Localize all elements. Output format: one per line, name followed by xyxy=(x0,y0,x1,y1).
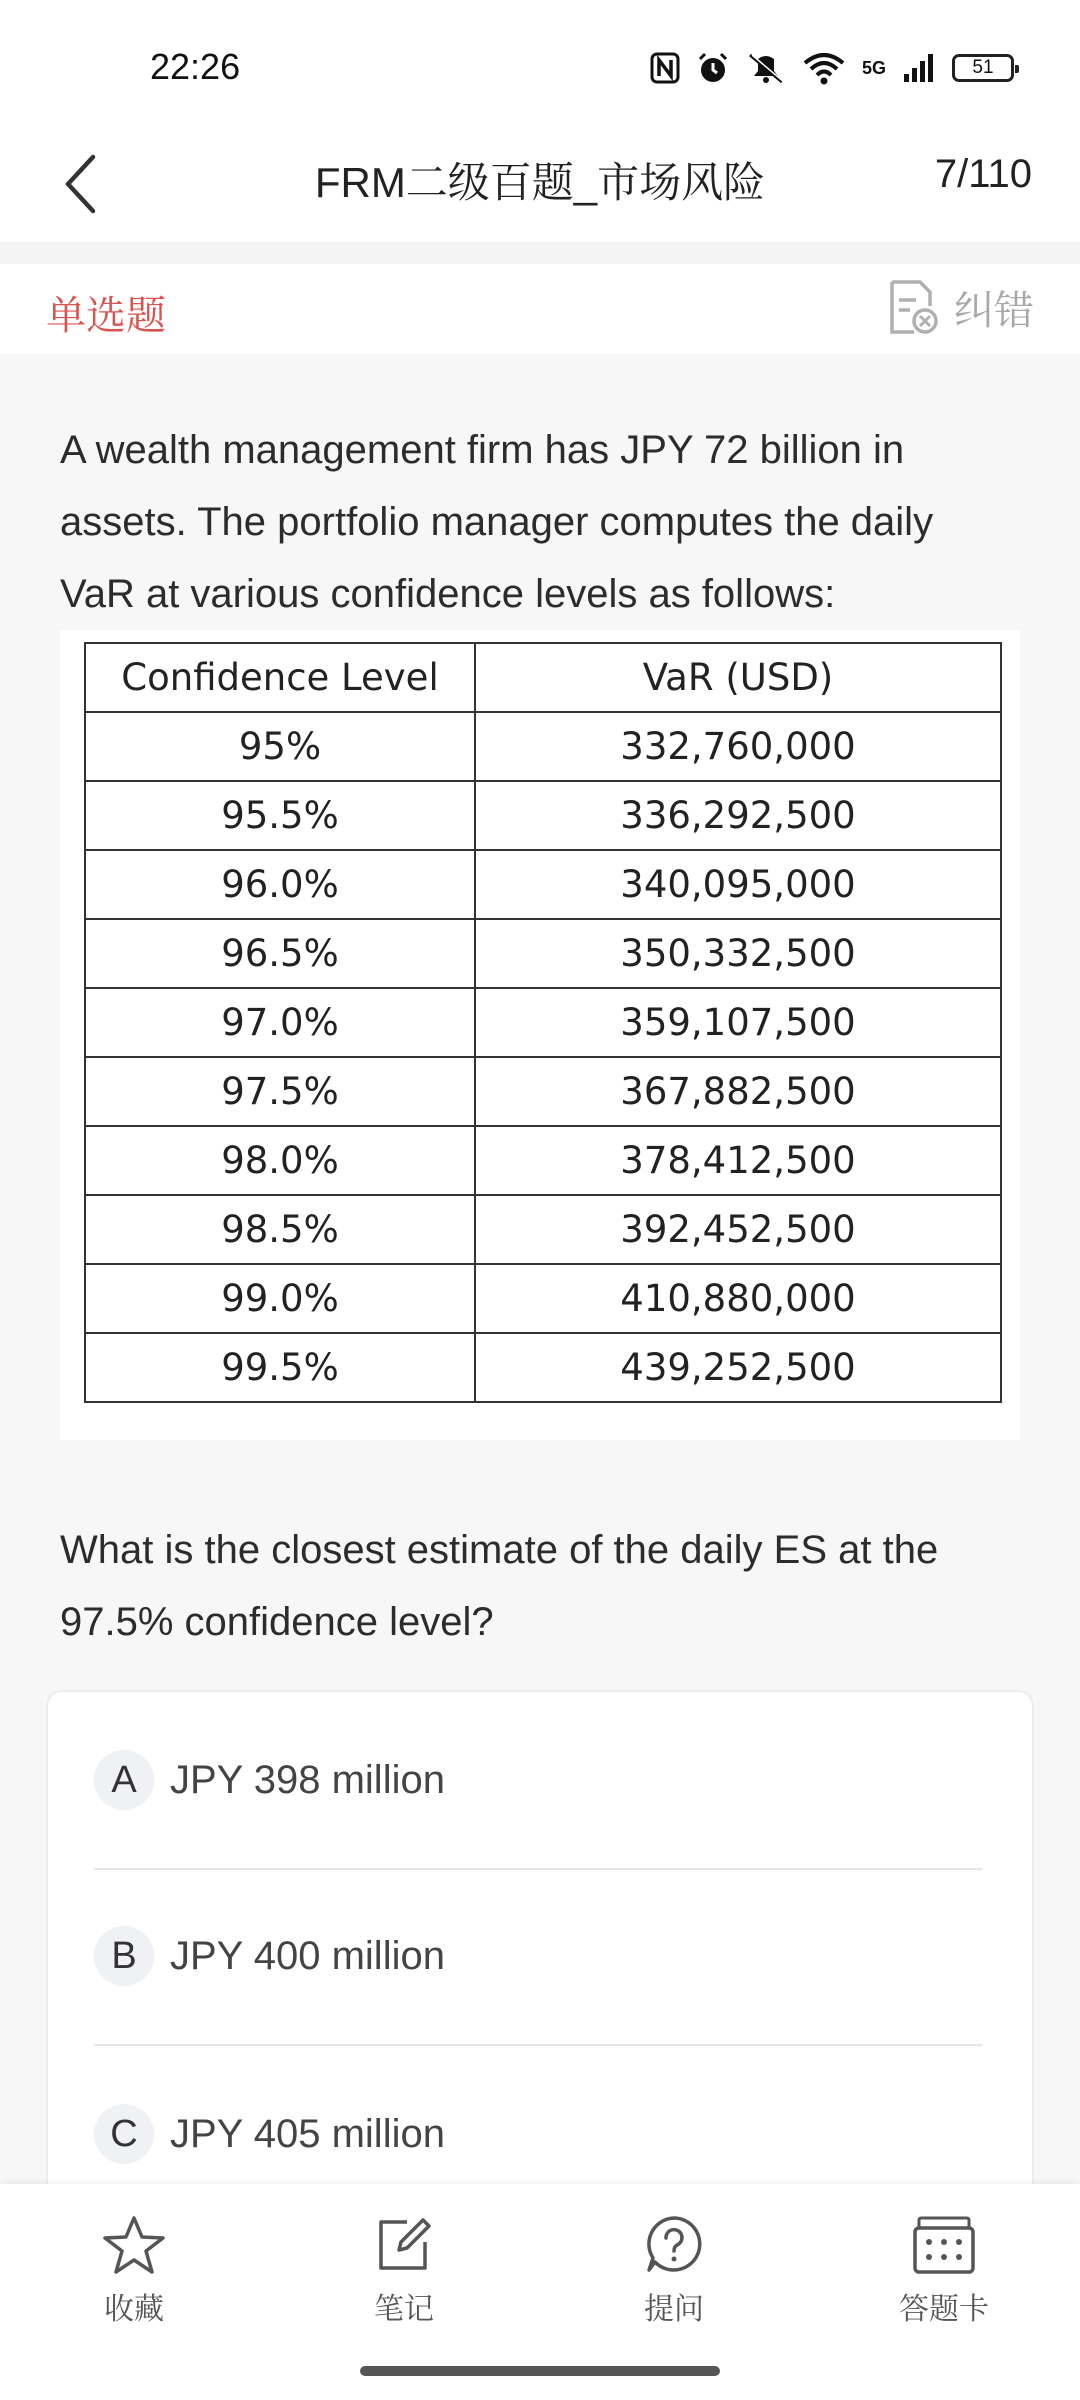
battery-level: 51 xyxy=(972,57,994,78)
tab-answer-card[interactable] xyxy=(854,2214,1034,2328)
table-row xyxy=(85,1333,1001,1402)
table-row xyxy=(85,988,1001,1057)
option-text: JPY 398 million xyxy=(170,1757,445,1802)
battery-icon xyxy=(952,54,1014,82)
note-edit-icon xyxy=(373,2214,435,2276)
table-row xyxy=(85,1057,1001,1126)
options-card xyxy=(46,1690,1034,2250)
var-table-image xyxy=(60,630,1020,1440)
network-type: 5G xyxy=(861,58,886,78)
back-button[interactable] xyxy=(50,144,110,224)
status-icons xyxy=(650,48,1014,88)
table-row xyxy=(85,1264,1001,1333)
nfc-icon xyxy=(650,52,680,84)
table-row xyxy=(85,712,1001,781)
table-row xyxy=(85,1195,1001,1264)
option-text: JPY 405 million xyxy=(170,2111,445,2156)
table-row xyxy=(85,919,1001,988)
table-row xyxy=(85,781,1001,850)
question-type-label: 单选题 xyxy=(46,294,166,338)
tab-favorite[interactable] xyxy=(44,2214,224,2328)
tab-notes[interactable] xyxy=(314,2214,494,2328)
question-progress: 7/110 xyxy=(934,152,1032,196)
answer-card-icon xyxy=(911,2214,977,2276)
table-cell: 95.5% xyxy=(85,781,475,850)
report-error-icon xyxy=(886,278,940,336)
table-cell: 332,760,000 xyxy=(475,712,1001,781)
table-cell: 350,332,500 xyxy=(475,919,1001,988)
star-icon xyxy=(101,2214,167,2276)
home-indicator[interactable] xyxy=(360,2366,720,2376)
question-icon xyxy=(643,2214,705,2276)
option-letter: B xyxy=(94,1926,154,1986)
tab-notes-label: 笔记 xyxy=(374,2293,434,2326)
divider-band xyxy=(0,242,1080,264)
page-title: FRM二级百题_市场风险 xyxy=(314,159,766,206)
table-cell: 98.0% xyxy=(85,1126,475,1195)
question-prompt: What is the closest estimate of the daily ES at the 97.5% confidence level? xyxy=(60,1528,939,1644)
report-error-label: 纠错 xyxy=(954,288,1034,333)
wifi-icon xyxy=(802,51,846,85)
table-header-var: VaR (USD) xyxy=(475,643,1001,712)
signal-icon xyxy=(902,52,936,84)
table-cell: 96.5% xyxy=(85,919,475,988)
nav-bar xyxy=(0,130,1080,242)
tab-answer-card-label: 答题卡 xyxy=(899,2293,989,2326)
var-table xyxy=(84,642,1002,1403)
table-cell: 97.0% xyxy=(85,988,475,1057)
question-type-bar xyxy=(0,264,1080,354)
option-b[interactable] xyxy=(94,1868,982,2046)
status-bar xyxy=(0,0,1080,130)
table-cell: 99.5% xyxy=(85,1333,475,1402)
option-text: JPY 400 million xyxy=(170,1933,445,1978)
table-header-confidence: Confidence Level xyxy=(85,643,475,712)
report-error-button[interactable] xyxy=(886,278,1034,336)
option-letter: C xyxy=(94,2104,154,2164)
table-cell: 359,107,500 xyxy=(475,988,1001,1057)
table-cell: 439,252,500 xyxy=(475,1333,1001,1402)
table-row xyxy=(85,1126,1001,1195)
option-letter: A xyxy=(94,1750,154,1810)
tab-ask-label: 提问 xyxy=(644,2293,704,2326)
table-cell: 98.5% xyxy=(85,1195,475,1264)
alarm-icon xyxy=(696,51,730,85)
option-a[interactable] xyxy=(94,1692,982,1870)
table-cell: 410,880,000 xyxy=(475,1264,1001,1333)
table-cell: 97.5% xyxy=(85,1057,475,1126)
table-cell: 336,292,500 xyxy=(475,781,1001,850)
question-content xyxy=(0,354,1080,2184)
mute-icon xyxy=(746,51,786,85)
tab-favorite-label: 收藏 xyxy=(104,2293,164,2326)
table-header-row xyxy=(85,643,1001,712)
table-cell: 99.0% xyxy=(85,1264,475,1333)
back-arrow-icon xyxy=(63,154,97,214)
status-time: 22:26 xyxy=(150,46,241,87)
table-cell: 340,095,000 xyxy=(475,850,1001,919)
table-cell: 96.0% xyxy=(85,850,475,919)
tab-ask[interactable] xyxy=(584,2214,764,2328)
table-cell: 367,882,500 xyxy=(475,1057,1001,1126)
table-row xyxy=(85,850,1001,919)
table-cell: 378,412,500 xyxy=(475,1126,1001,1195)
table-cell: 95% xyxy=(85,712,475,781)
table-cell: 392,452,500 xyxy=(475,1195,1001,1264)
question-intro: A wealth management firm has JPY 72 billion in assets. The portfolio manager computes the daily VaR at various confidence levels as follows: xyxy=(60,428,934,616)
